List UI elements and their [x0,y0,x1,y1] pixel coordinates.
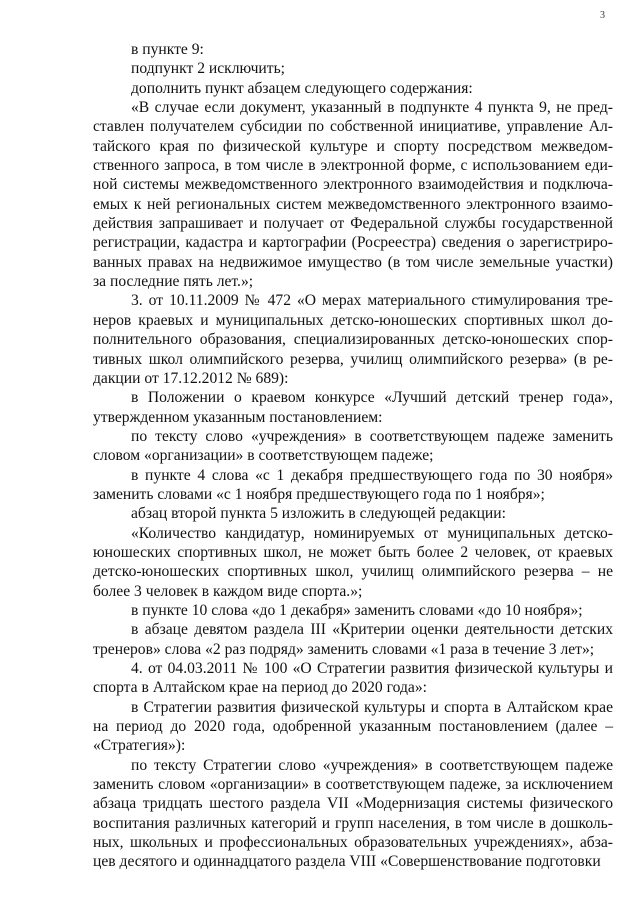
paragraph: 4. от 04.03.2011 № 100 «О Стратегии развития физической культуры и спорта в Алтайском крае на период до 2020 года»: [93,660,613,697]
paragraph: дополнить пункт абзацем следующего содержания: [131,79,473,97]
paragraph: в абзаце девятом раздела III «Критерии оценки деятельности детских тренеров» слова «2 раз подряд» заменить словами «1 раза в течение 3 лет»; [93,621,613,658]
paragraph: «Количество кандидатур, номинируемых от муниципальных детско-юношеских спортивных школ, не может быть более 2 человек, от краевых детско-юношеских спортивных школ, училищ олимпийского резерва – не более 3 человек в каждом виде спорта.»; [93,524,613,600]
paragraph: 3. от 10.11.2009 № 472 «О мерах материального стимулирования тренеров краевых и муниципальных детско-юношеских спортивных школ дополнительного образования, специализированных детско-юношеских спортивных школ олимпийского резерва, училищ олимпийского резерва» (в редакции от 17.12.2012 № 689): [93,292,613,387]
document-body [93,40,613,872]
paragraph: в Стратегии развития физической культуры и спорта в Алтайском крае на период до 2020 года, одобренной указанным постановлением (далее – «Стратегия»): [93,698,613,755]
paragraph: «В случае если документ, указанный в подпункте 4 пункта 9, не представлен получателем субсидии по собственной инициативе, управление Алтайского края по физической культуре и спорту посредством межведомственного запроса, в том числе в электронной форме, с использованием единой системы межведомственного электронного взаимодействия и подключаемых к ней региональных систем межведомственного электронного взаимодействия запрашивает и получает от Федеральной службы государственной регистрации, кадастра и картографии (Росреестра) сведения о зарегистрированных правах на недвижимое имущество (в том числе земельные участки) за последние пять лет.»; [93,99,613,291]
page-number: 3 [600,10,605,21]
paragraph: в пункте 10 слова «до 1 декабря» заменить словами «до 10 ноября»; [131,601,583,619]
paragraph: подпункт 2 исключить; [131,60,286,78]
paragraph: в пункте 9: [131,41,204,58]
paragraph: в пункте 4 слова «с 1 декабря предшествующего года по 30 ноября» заменить словами «с 1 ноября предшествующего года по 1 ноября»; [93,466,613,503]
paragraph: по тексту Стратегии слово «учреждения» в соответствующем падеже заменить словом «организации» в соответствующем падеже, за исключением абзаца тридцать шестого раздела VII «Модернизация системы физического воспитания различных категорий и групп населения, в том числе в дошкольных, школьных и профессиональных образовательных учреждениях», абзацев десятого и одиннадцатого раздела VIII «Совершенствование подготовки [93,756,613,871]
paragraph: абзац второй пункта 5 изложить в следующей редакции: [131,505,506,523]
paragraph: в Положении о краевом конкурсе «Лучший детский тренер года», утвержденном указанным постановлением: [93,389,613,426]
paragraph: по тексту слово «учреждения» в соответствующем падеже заменить словом «организации» в соответствующем падеже; [93,427,613,465]
